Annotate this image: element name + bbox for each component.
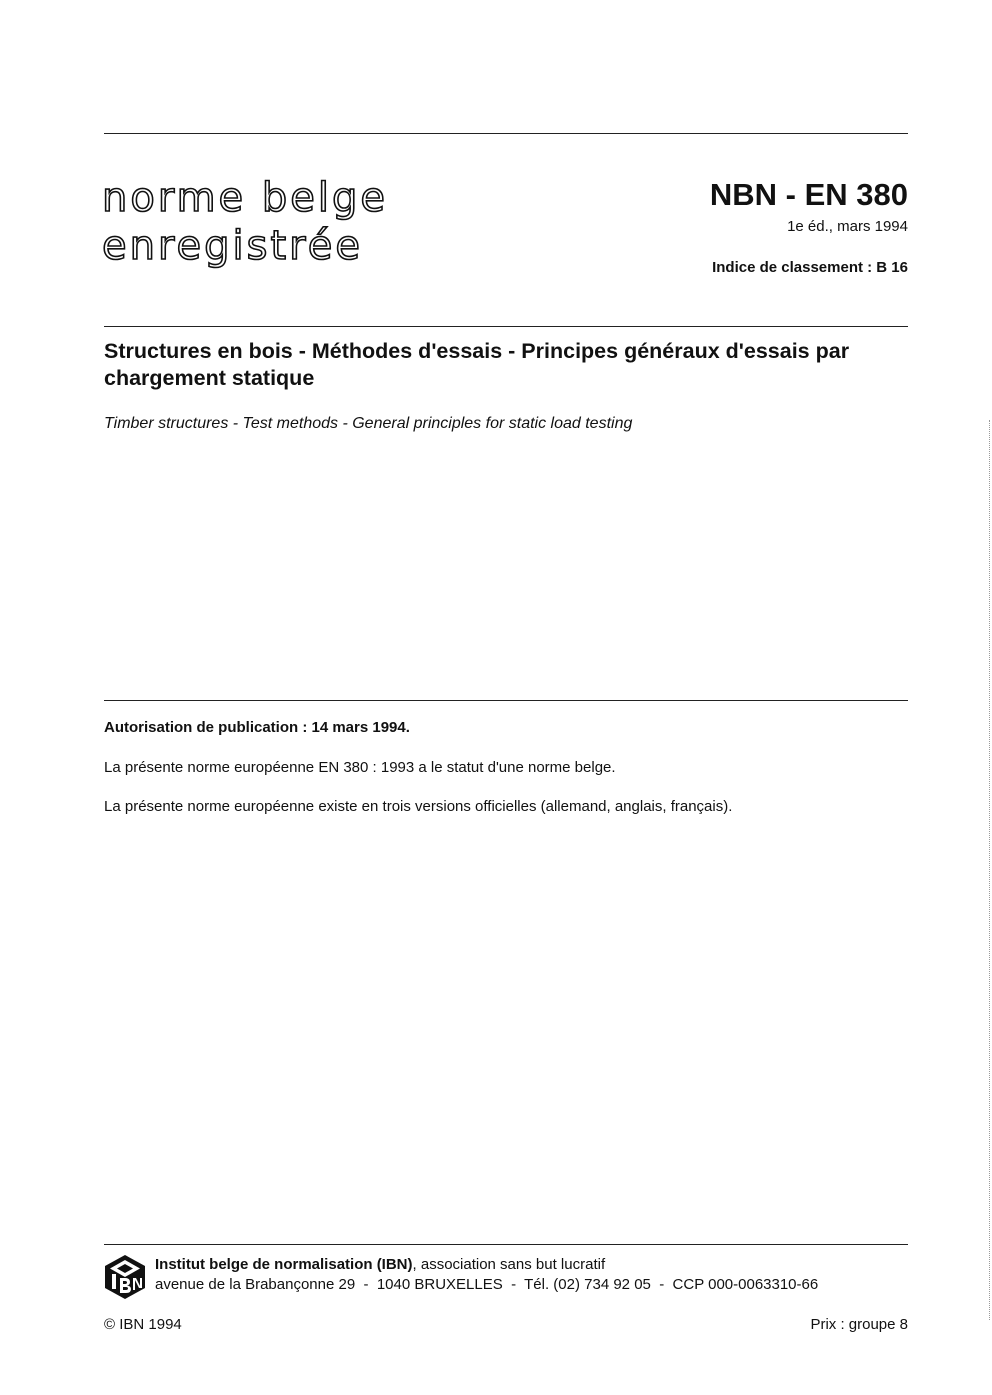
institute-suffix: , association sans but lucratif: [412, 1256, 606, 1273]
edition-date: 1e éd., mars 1994: [787, 218, 908, 235]
top-rule: [104, 133, 908, 134]
scan-edge-artifact: [989, 420, 990, 1320]
classification-index: Indice de classement : B 16: [712, 259, 908, 276]
institute-line: [155, 1256, 605, 1274]
institute-name: Institut belge de normalisation (IBN): [155, 1256, 413, 1273]
norm-number: NBN - EN 380: [709, 177, 908, 212]
publication-rule: [104, 700, 908, 701]
header-norme-belge: norme belge: [102, 175, 388, 221]
copyright: © IBN 1994: [104, 1316, 182, 1333]
statement-status: La présente norme européenne EN 380 : 1993 a le statut d'une norme belge.: [104, 759, 616, 776]
header-enregistree: enregistrée: [102, 223, 363, 269]
title-english: Timber structures - Test methods - General principles for static load testing: [104, 415, 633, 432]
institute-address: avenue de la Brabançonne 29 - 1040 BRUXELLES - Tél. (02) 734 92 05 - CCP 000-0063310-66: [155, 1276, 819, 1293]
price-group: Prix : groupe 8: [810, 1316, 908, 1333]
publication-authorisation: Autorisation de publication : 14 mars 1994.: [104, 719, 410, 736]
footer-rule: [104, 1244, 908, 1245]
title-french: Structures en bois - Méthodes d'essais - Principes généraux d'essais par chargement statique: [104, 339, 850, 390]
statement-versions: La présente norme européenne existe en trois versions officielles (allemand, anglais, français).: [104, 798, 733, 815]
title-rule: [104, 326, 908, 327]
ibn-logo-icon: [104, 1254, 146, 1300]
